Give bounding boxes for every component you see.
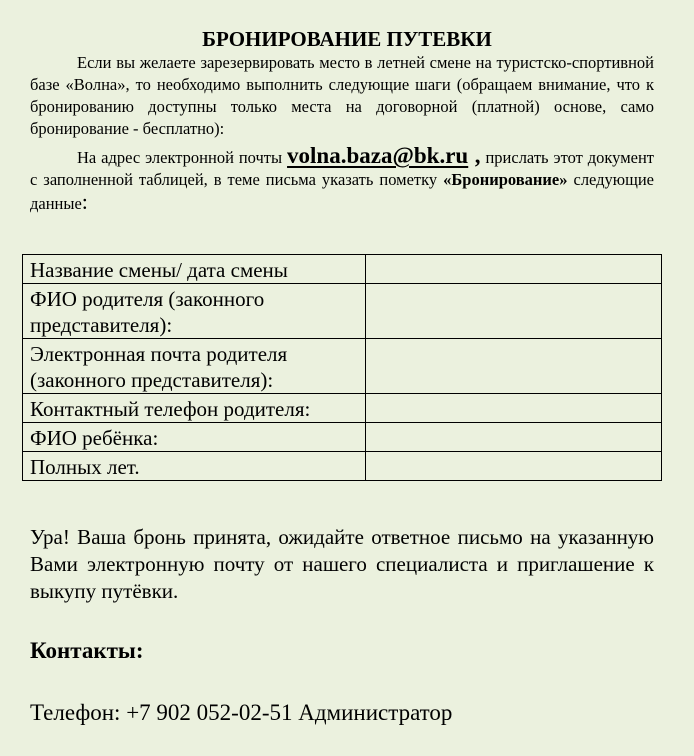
form-value-child-age[interactable] bbox=[366, 452, 662, 481]
form-row-child-name bbox=[23, 423, 662, 452]
form-row-parent-email bbox=[23, 339, 662, 394]
form-row-child-age bbox=[23, 452, 662, 481]
form-label-shift: Название смены/ дата смены bbox=[23, 255, 366, 284]
intro-paragraph bbox=[30, 52, 654, 140]
form-row-parent-phone bbox=[23, 394, 662, 423]
form-label-child-age: Полных лет. bbox=[23, 452, 366, 481]
confirmation-notice: Ура! Ваша бронь принята, ожидайте ответное письмо на указанную Вами электронную почту от нашего специалиста и приглашение к выкупу путёвки. bbox=[30, 525, 654, 603]
form-label-parent-phone: Контактный телефон родителя: bbox=[23, 394, 366, 423]
form-label-child-name: ФИО ребёнка: bbox=[23, 423, 366, 452]
form-value-parent-name[interactable] bbox=[366, 284, 662, 339]
form-label-parent-name: ФИО родителя (законного представителя): bbox=[23, 284, 366, 339]
form-value-child-name[interactable] bbox=[366, 423, 662, 452]
contact-phone: Телефон: +7 902 052-02-51 Администратор bbox=[30, 700, 453, 725]
contacts-heading: Контакты: bbox=[30, 638, 144, 663]
email-comma: , bbox=[468, 143, 481, 168]
form-value-parent-phone[interactable] bbox=[366, 394, 662, 423]
instruction-text-before-email: На адрес электронной почты bbox=[77, 148, 288, 167]
instruction-text-after-email: прислать этот документ с заполненной таблицей, в теме письма указать пометку bbox=[30, 148, 655, 189]
form-row-parent-name bbox=[23, 284, 662, 339]
instruction-text-after-tag: следующие данные bbox=[30, 170, 654, 213]
instruction-colon: : bbox=[81, 189, 88, 214]
form-label-parent-email: Электронная почта родителя (законного представителя): bbox=[23, 339, 366, 394]
email-address: volna.baza@bk.ru bbox=[287, 143, 469, 168]
page-title: БРОНИРОВАНИЕ ПУТЕВКИ bbox=[202, 27, 492, 51]
instruction-paragraph bbox=[30, 145, 654, 215]
subject-tag: «Бронирование» bbox=[443, 170, 568, 189]
booking-form-table bbox=[22, 254, 662, 481]
intro-text: Если вы желаете зарезервировать место в летней смене на туристско-спортивной базе «Волна», то необходимо выполнить следующие шаги (обращаем внимание, что к бронированию доступны только места на договорной (платной) основе, само бронирование - бесплатно): bbox=[30, 53, 654, 138]
form-row-shift bbox=[23, 255, 662, 284]
form-value-parent-email[interactable] bbox=[366, 339, 662, 394]
form-value-shift[interactable] bbox=[366, 255, 662, 284]
